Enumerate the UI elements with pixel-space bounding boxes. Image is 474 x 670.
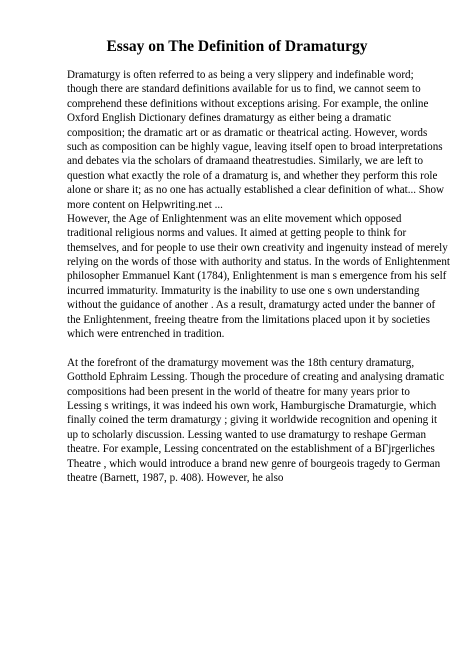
text-line: Theatre , which would introduce a brand new genre of bourgeois tragedy to German [67, 457, 441, 470]
paragraph-gap [67, 341, 427, 355]
text-line: theatre (Barnett, 1987, p. 408). However, he also [67, 471, 284, 484]
text-line: relying on the words of those with authority and status. In the words of Enlightenment [67, 256, 450, 269]
text-line: theatre. For example, Lessing concentrated on the establishment of a BГјrgerliches [67, 443, 435, 456]
text-line: philosopher Emmanuel Kant (1784), Enlightenment is man s emergence from his self [67, 270, 447, 283]
text-line: However, the Age of Enlightenment was an elite movement which opposed [67, 212, 402, 225]
text-line: Oxford English Dictionary defines dramaturgy as either being a dramatic [67, 112, 392, 125]
text-line: themselves, and for people to use their own creativity and ingenuity instead of merely [67, 241, 448, 254]
text-line: alone or share it; as no one has actually established a clear definition of what... Show [67, 184, 445, 197]
text-line: without the guidance of another . As a result, dramaturgy acted under the banner of [67, 299, 436, 312]
text-line: compositions had been present in the world of theatre for many years prior to [67, 385, 410, 398]
text-line: Gotthold Ephraim Lessing. Though the procedure of creating and analysing dramatic [67, 371, 445, 384]
text-line: Dramaturgy is often referred to as being a very slippery and indefinable word; [67, 69, 414, 81]
text-line: up to scholarly discussion. Lessing wanted to use dramaturgy to reshape German [67, 428, 427, 441]
text-line: though there are standard definitions available for us to find, we cannot seem to [67, 83, 421, 96]
text-line: finally coined the term dramaturgy ; giving it worldwide recognition and opening it [67, 414, 438, 427]
text-line: Lessing s writings, it was indeed his own work, Hamburgische Dramaturgie, which [67, 399, 437, 412]
text-line: and debates via the scholars of dramaand theatrestudies. Similarly, we are left to [67, 155, 424, 168]
text-line: comprehend these definitions without exceptions arising. For example, the online [67, 97, 429, 110]
paragraph-1 [67, 68, 445, 212]
text-line: At the forefront of the dramaturgy movement was the 18th century dramaturg, [67, 356, 415, 369]
text-line: question what exactly the role of a dramaturg is, and whether they perform this role [67, 169, 438, 182]
essay-body [67, 68, 450, 485]
text-line: such as composition can be highly vague, leaving itself open to broad interpretations [67, 140, 443, 153]
text-line: which were entrenched in tradition. [67, 328, 225, 341]
text-line: composition; the dramatic art or as dramatic or theatrical acting. However, words [67, 126, 428, 139]
text-line: incurred immaturity. Immaturity is the inability to use one s own understanding [67, 284, 420, 297]
paragraph-3 [67, 356, 445, 486]
essay-title: Essay on The Definition of Dramaturgy [106, 38, 368, 55]
paragraph-2 [67, 212, 450, 342]
text-line: more content on Helpwriting.net ... [67, 198, 223, 211]
text-line: the Enlightenment, freeing theatre from the limitations placed upon it by societies [67, 313, 430, 326]
text-line: traditional religious norms and values. It aimed at getting people to think for [67, 227, 407, 240]
